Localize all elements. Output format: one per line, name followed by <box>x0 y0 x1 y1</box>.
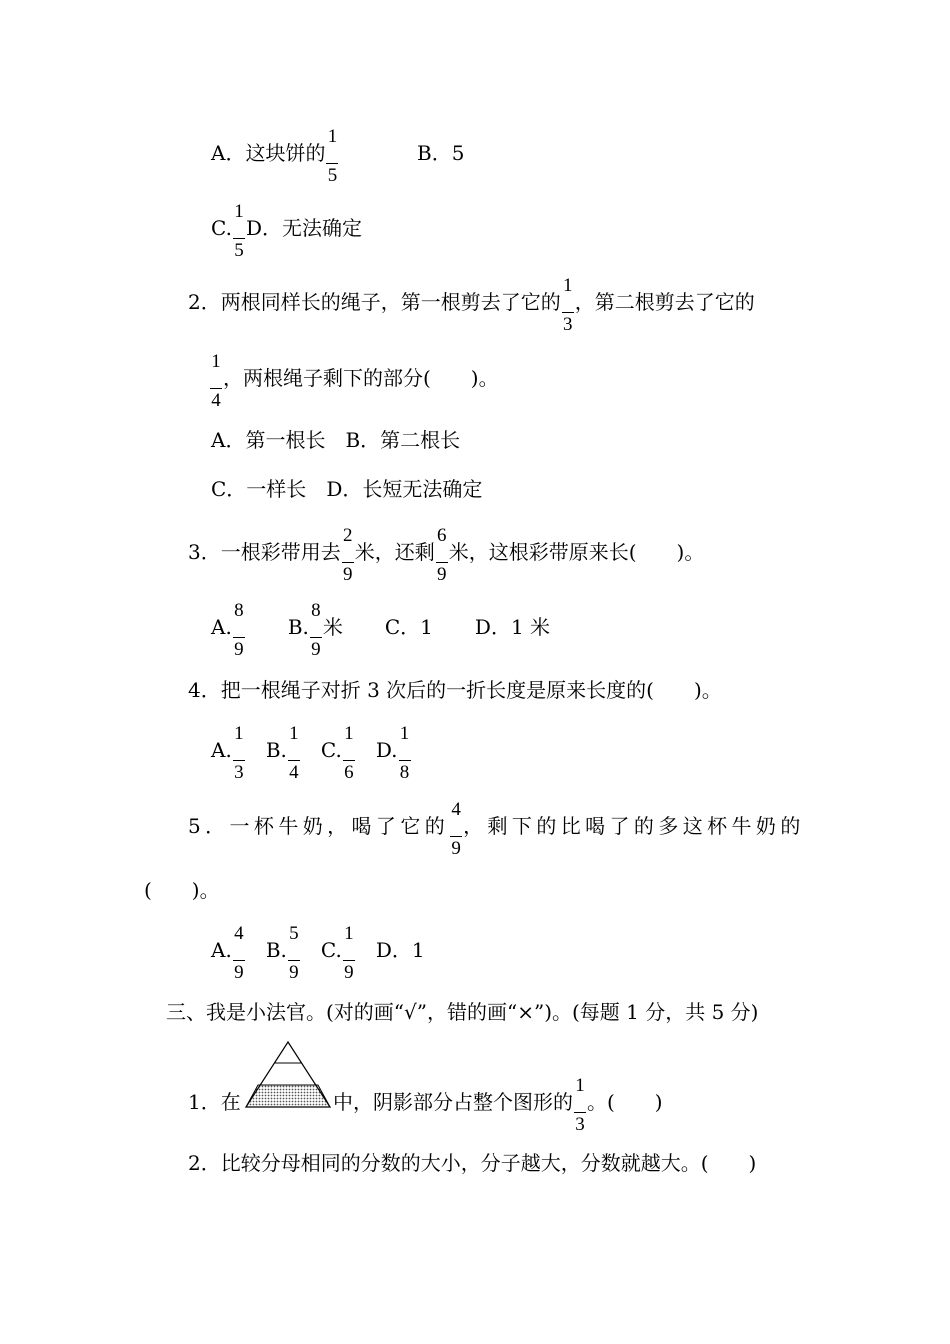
q4-options: A. $\frac{1}{3}$ B. $\frac{1}{4}$ C. $\frac{1}{6}$ D. $\frac{1}{8}$ <box>211 722 410 783</box>
q5-options: A. $\frac{4}{9}$ B. $\frac{5}{9}$ C. $\frac{1}{9}$ D．1 <box>211 922 425 983</box>
q1-optC-fraction: $\frac{1}{5}$ <box>234 200 244 261</box>
q1-optA-fraction: $\frac{1}{5}$ <box>327 125 338 186</box>
q1-option-c-d: C. $\frac{1}{5}$ D．无法确定 <box>211 200 362 261</box>
q4-stem: 4．把一根绳子对折 3 次后的一折长度是原来长度的( )。 <box>188 678 722 702</box>
q5-stem-line2: ( )。 <box>144 878 220 902</box>
judgment-2-text: 2．比较分母相同的分数的大小，分子越大，分数就越大。( ) <box>188 1151 757 1175</box>
q3-fraction-1: $\frac{2}{9}$ <box>342 524 353 585</box>
q2-stem-line2: $\frac{1}{4}$ ，两根绳子剩下的部分( )。 <box>211 350 499 411</box>
q1-option-b: B．5 <box>417 141 465 165</box>
q2-stem-line1: 2．两根同样长的绳子，第一根剪去了它的 $\frac{1}{3}$ ，第二根剪去了它的 <box>188 274 755 335</box>
judgment-1-pre: 1．在 <box>188 1090 241 1114</box>
q5-stem: 5．一杯牛奶，喝了它的 $\frac{4}{9}$ ，剩下的比喝了的多这杯牛奶的 <box>188 798 805 859</box>
q3-stem: 3．一根彩带用去 $\frac{2}{9}$ 米，还剩 $\frac{6}{9}$ 米，这根彩带原来长( )。 <box>188 524 705 585</box>
q1-option-a: A．这块饼的 $\frac{1}{5}$ <box>211 125 338 186</box>
q2-options-ab: A．第一根长 B．第二根长 <box>211 428 461 452</box>
judgment-1-text: 中，阴影部分占整个图形的 $\frac{1}{3}$ 。( ) <box>333 1074 663 1135</box>
q3-fraction-2: $\frac{6}{9}$ <box>436 524 447 585</box>
q2-fraction-2: $\frac{1}{4}$ <box>211 350 221 411</box>
q3-options: A. $\frac{8}{9}$ B. $\frac{8}{9}$ 米 C．1 D．1 米 <box>211 599 551 660</box>
q2-fraction-1: $\frac{1}{3}$ <box>562 274 573 335</box>
q2-options-cd: C．一样长 D．长短无法确定 <box>211 477 483 501</box>
shaded-triangle-figure <box>243 1040 333 1110</box>
section-3-title: 三、我是小法官。(对的画“√”，错的画“×”)。(每题 1 分，共 5 分) <box>166 1000 759 1024</box>
